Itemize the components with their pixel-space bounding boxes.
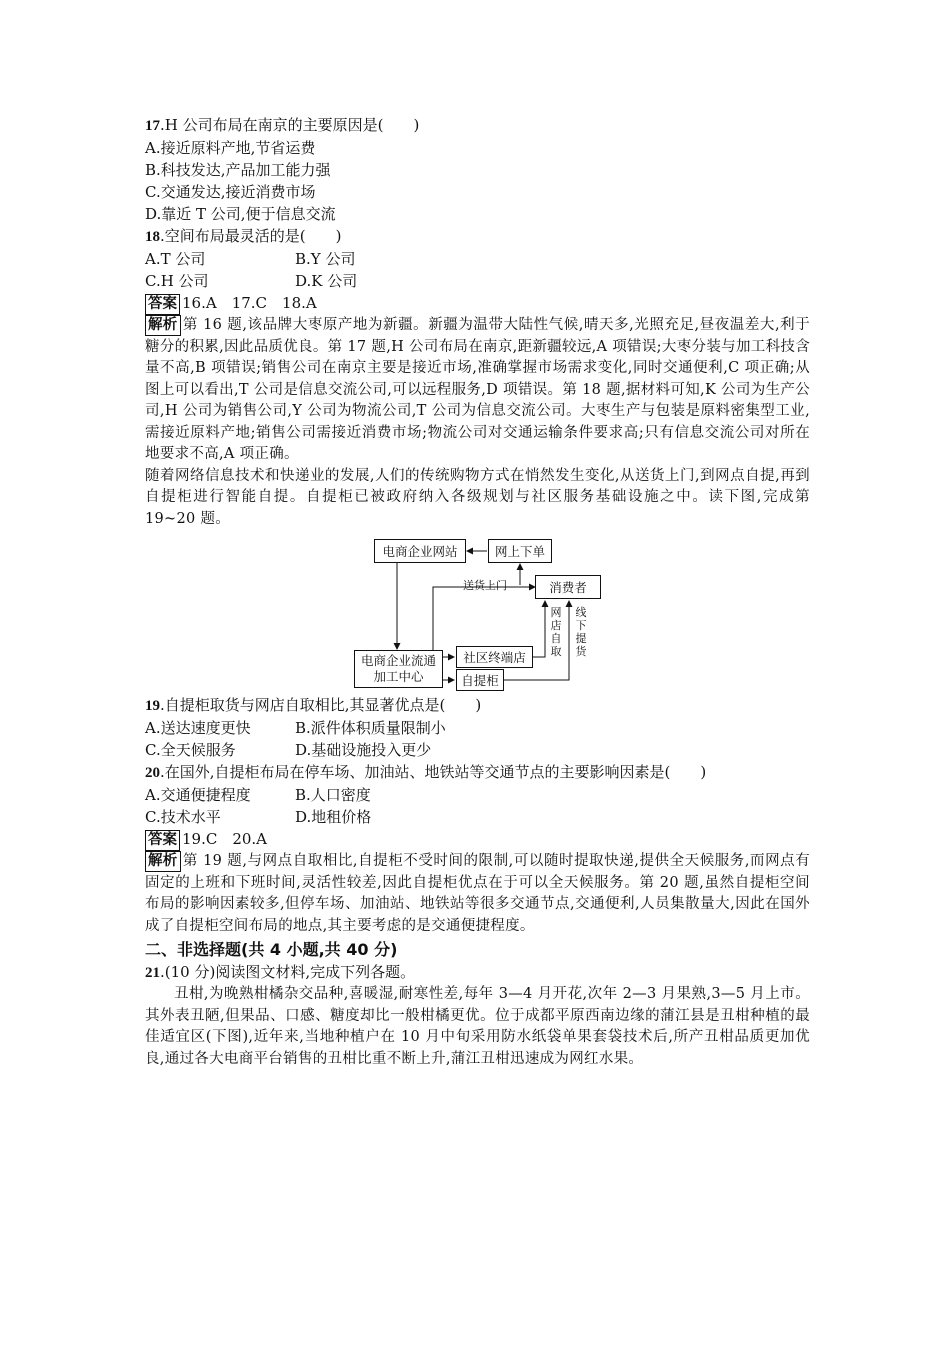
question-stem: .(10 分)阅读图文材料,完成下列各题。 xyxy=(160,963,416,981)
options-row xyxy=(145,270,810,292)
question-number: 19 xyxy=(145,698,160,714)
node-pickup-locker: 自提柜 xyxy=(456,669,504,691)
answer-tag: 答案 xyxy=(145,294,180,315)
option-a: A.送达速度更快 xyxy=(145,719,251,737)
options-row xyxy=(145,806,810,828)
question-number: 18 xyxy=(145,229,160,245)
options-row xyxy=(145,739,810,761)
question-21 xyxy=(145,961,810,984)
node-processing-center: 电商企业流通加工中心 xyxy=(354,650,443,688)
option-c: C.技术水平 xyxy=(145,808,221,826)
option-d: D.靠近 T 公司,便于信息交流 xyxy=(145,205,336,223)
question-20 xyxy=(145,761,810,784)
question-18 xyxy=(145,225,810,248)
analysis-paragraph xyxy=(145,851,810,937)
question-17 xyxy=(145,114,810,137)
answer-tag: 答案 xyxy=(145,830,180,851)
answer-line xyxy=(145,828,810,851)
options-row xyxy=(145,717,810,739)
options-row xyxy=(145,248,810,270)
intro-paragraph: 随着网络信息技术和快递业的发展,人们的传统购物方式在悄然发生变化,从送货上门,到网点自提,再到自提柜进行智能自提。自提柜已被政府纳入各级规划与社区服务基础设施之中。读下图,完成第 19~20 题。 xyxy=(145,467,810,527)
analysis-tag: 解析 xyxy=(145,851,181,872)
question-stem: .空间布局最灵活的是( ) xyxy=(160,227,342,245)
analysis-tag: 解析 xyxy=(145,315,181,336)
answer-text: 16.A 17.C 18.A xyxy=(182,294,317,312)
label-home-delivery: 送货上门 xyxy=(463,579,507,592)
question-stem: .在国外,自提柜布局在停车场、加油站、地铁站等交通节点的主要影响因素是( ) xyxy=(160,763,707,781)
node-ecommerce-website: 电商企业网站 xyxy=(374,539,466,563)
analysis-text: 第 16 题,该品牌大枣原产地为新疆。新疆为温带大陆性气候,晴天多,光照充足,昼夜温差大,利于糖分的积累,因此品质优良。第 17 题,H 公司布局在南京,距新疆较远,A 项错误;大枣分装与加工科技含量不高,B 项错误;销售公司在南京主要是接近市场,准确掌握市场需求变化,同时交通便利,C 项正确;从图上可以看出,T 公司是信息交流公司,可以远程服务,D 项错误。第 18 题,据材料可知,K 公司为生产公司,H 公司为销售公司,Y 公司为物流公司,T 公司为信息交流公司。大枣生产与包装是原料密集型工业,需接近原料产地;销售公司需接近消费市场;物流公司对交通运输条件要求高;只有信息交流公司对所在地要求不高,A 项正确。 xyxy=(145,317,810,462)
material-paragraph: 丑柑,为晚熟柑橘杂交品种,喜暖湿,耐寒性差,每年 3—4 月开花,次年 2—3 月果熟,3—5 月上市。其外表丑陋,但果品、口感、糖度却比一般柑橘更优。位于成都平原西南边缘的蒲江县是丑柑种植的最佳适宜区(下图),近年来,当地种植户在 10 月中旬采用防水纸袋单果套袋技术后,所产丑柑品质更加优良,通过各大电商平台销售的丑柑比重不断上升,蒲江丑柑迅速成为网红水果。 xyxy=(145,986,810,1067)
node-online-order: 网上下单 xyxy=(488,539,552,563)
node-consumer: 消费者 xyxy=(535,575,601,599)
question-stem: .自提柜取货与网店自取相比,其显著优点是( ) xyxy=(160,696,482,714)
label-offline-pickup: 线下提货 xyxy=(575,606,587,658)
option-a: A.交通便捷程度 xyxy=(145,786,251,804)
flow-diagram xyxy=(145,534,810,692)
option-b: B.人口密度 xyxy=(295,786,371,804)
option-c: C.全天候服务 xyxy=(145,741,236,759)
option-d: D.地租价格 xyxy=(295,808,372,826)
question-number: 20 xyxy=(145,765,160,781)
options-row xyxy=(145,784,810,806)
option-d: D.K 公司 xyxy=(295,272,358,290)
answer-line xyxy=(145,292,810,315)
option-a: A.T 公司 xyxy=(145,250,206,268)
label-store-pickup: 网店自取 xyxy=(550,606,562,658)
option-b: B.派件体积质量限制小 xyxy=(295,719,446,737)
question-stem: .H 公司布局在南京的主要原因是( ) xyxy=(160,116,420,134)
analysis-text: 第 19 题,与网点自取相比,自提柜不受时间的限制,可以随时提取快递,提供全天候服务,而网点有固定的上班和下班时间,灵活性较差,因此自提柜优点在于可以全天候服务。第 20 题,虽然自提柜空间布局的影响因素较多,但停车场、加油站、地铁站等很多交通节点,交通便利,人员集散量大,因此在国外成了自提柜空间布局的地点,其主要考虑的是交通便捷程度。 xyxy=(145,853,810,934)
question-number: 21 xyxy=(145,965,160,981)
section-heading: 二、非选择题(共 4 小题,共 40 分) xyxy=(145,940,398,959)
answer-text: 19.C 20.A xyxy=(182,830,268,848)
option-b: B.Y 公司 xyxy=(295,250,356,268)
node-community-store: 社区终端店 xyxy=(456,646,533,668)
question-number: 17 xyxy=(145,118,160,134)
option-a: A.接近原料产地,节省运费 xyxy=(145,139,316,157)
option-d: D.基础设施投入更少 xyxy=(295,741,432,759)
option-b: B.科技发达,产品加工能力强 xyxy=(145,161,331,179)
analysis-paragraph xyxy=(145,315,810,466)
option-c: C.H 公司 xyxy=(145,272,209,290)
document-page xyxy=(145,114,810,1070)
option-c: C.交通发达,接近消费市场 xyxy=(145,183,316,201)
question-19 xyxy=(145,694,810,717)
